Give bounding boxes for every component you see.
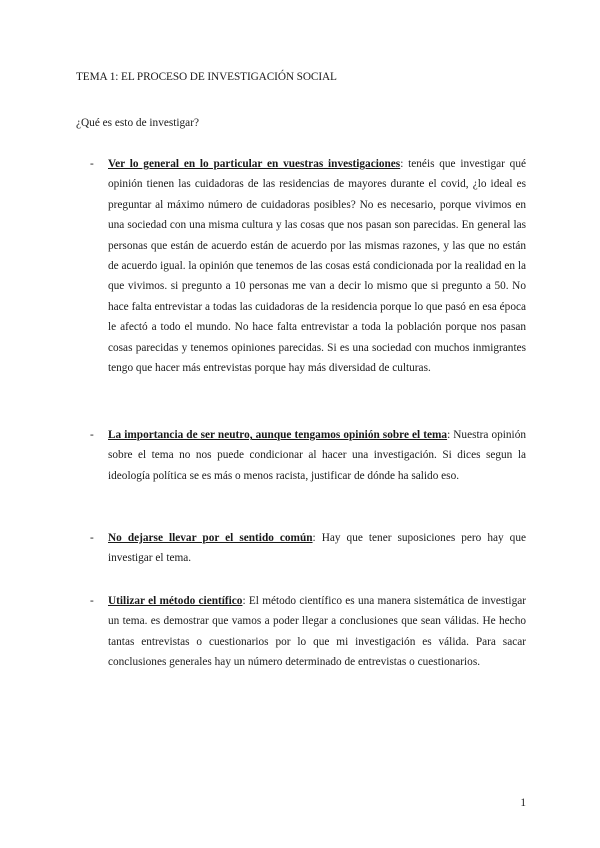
list-bullet: - [90, 429, 94, 441]
list-item-heading: Ver lo general en lo particular en vuestras investigaciones [108, 158, 401, 170]
page-number: 1 [520, 797, 526, 809]
list-item-body [108, 425, 526, 486]
list-bullet: - [90, 595, 94, 607]
list-item-text: : El método científico es una manera sistemática de investigar un tema. es demostrar que vamos a poder llegar a conclusiones que sean válidas. He hecho tantas entrevistas o cuestionarios por lo que mi investigación es válida. Para sacar conclusiones generales hay un número determinado de entrevistas o cuestionarios. [108, 595, 526, 669]
section-question: ¿Qué es esto de investigar? [76, 117, 199, 129]
list-item-text: : Hay que tener suposiciones pero hay que investigar el tema. [108, 532, 526, 565]
list-item [90, 591, 526, 673]
list-item [90, 528, 526, 569]
list-item-body [108, 528, 526, 569]
list-bullet: - [90, 532, 94, 544]
list-item-body [108, 154, 526, 378]
list-item-heading: La importancia de ser neutro, aunque tengamos opinión sobre el tema [108, 429, 448, 441]
list-item [90, 425, 526, 486]
list-item-body [108, 591, 526, 673]
list-bullet: - [90, 158, 94, 170]
list-item-heading: Utilizar el método científico [108, 595, 243, 607]
list-item-text: : Nuestra opinión sobre el tema no nos puede condicionar al hacer una investigación. Si dices segun la ideología política se es más o menos racista, justificar de dónde ha salido eso. [108, 429, 526, 482]
list-item [90, 154, 526, 378]
list-item-heading: No dejarse llevar por el sentido común [108, 532, 313, 544]
page-title: TEMA 1: EL PROCESO DE INVESTIGACIÓN SOCIAL [76, 71, 337, 83]
list-item-text: : tenéis que investigar qué opinión tienen las cuidadoras de las residencias de mayores durante el covid, ¿lo ideal es preguntar al máximo número de cuidadoras posibles? No es necesario, porque vivimos en una sociedad con una misma cultura y las cosas que nos pasan son parecidas. En general las personas que están de acuerdo están de acuerdo por las mismas razones, y las que no están de acuerdo igual. la opinión que tenemos de las cosas está condicionada por la realidad en la que vivimos. si pregunto a 10 personas me van a decir lo mismo que si pregunto a 50. No hace falta entrevistar a todas las cuidadoras de la residencia porque lo que pasó en esa época le afectó a todo el mundo. No hace falta entrevistar a toda la población porque nos pasan cosas parecidas y tenemos opiniones parecidas. Si es una sociedad con muchos inmigrantes tengo que hacer más entrevistas porque hay más diversidad de culturas. [108, 158, 526, 375]
